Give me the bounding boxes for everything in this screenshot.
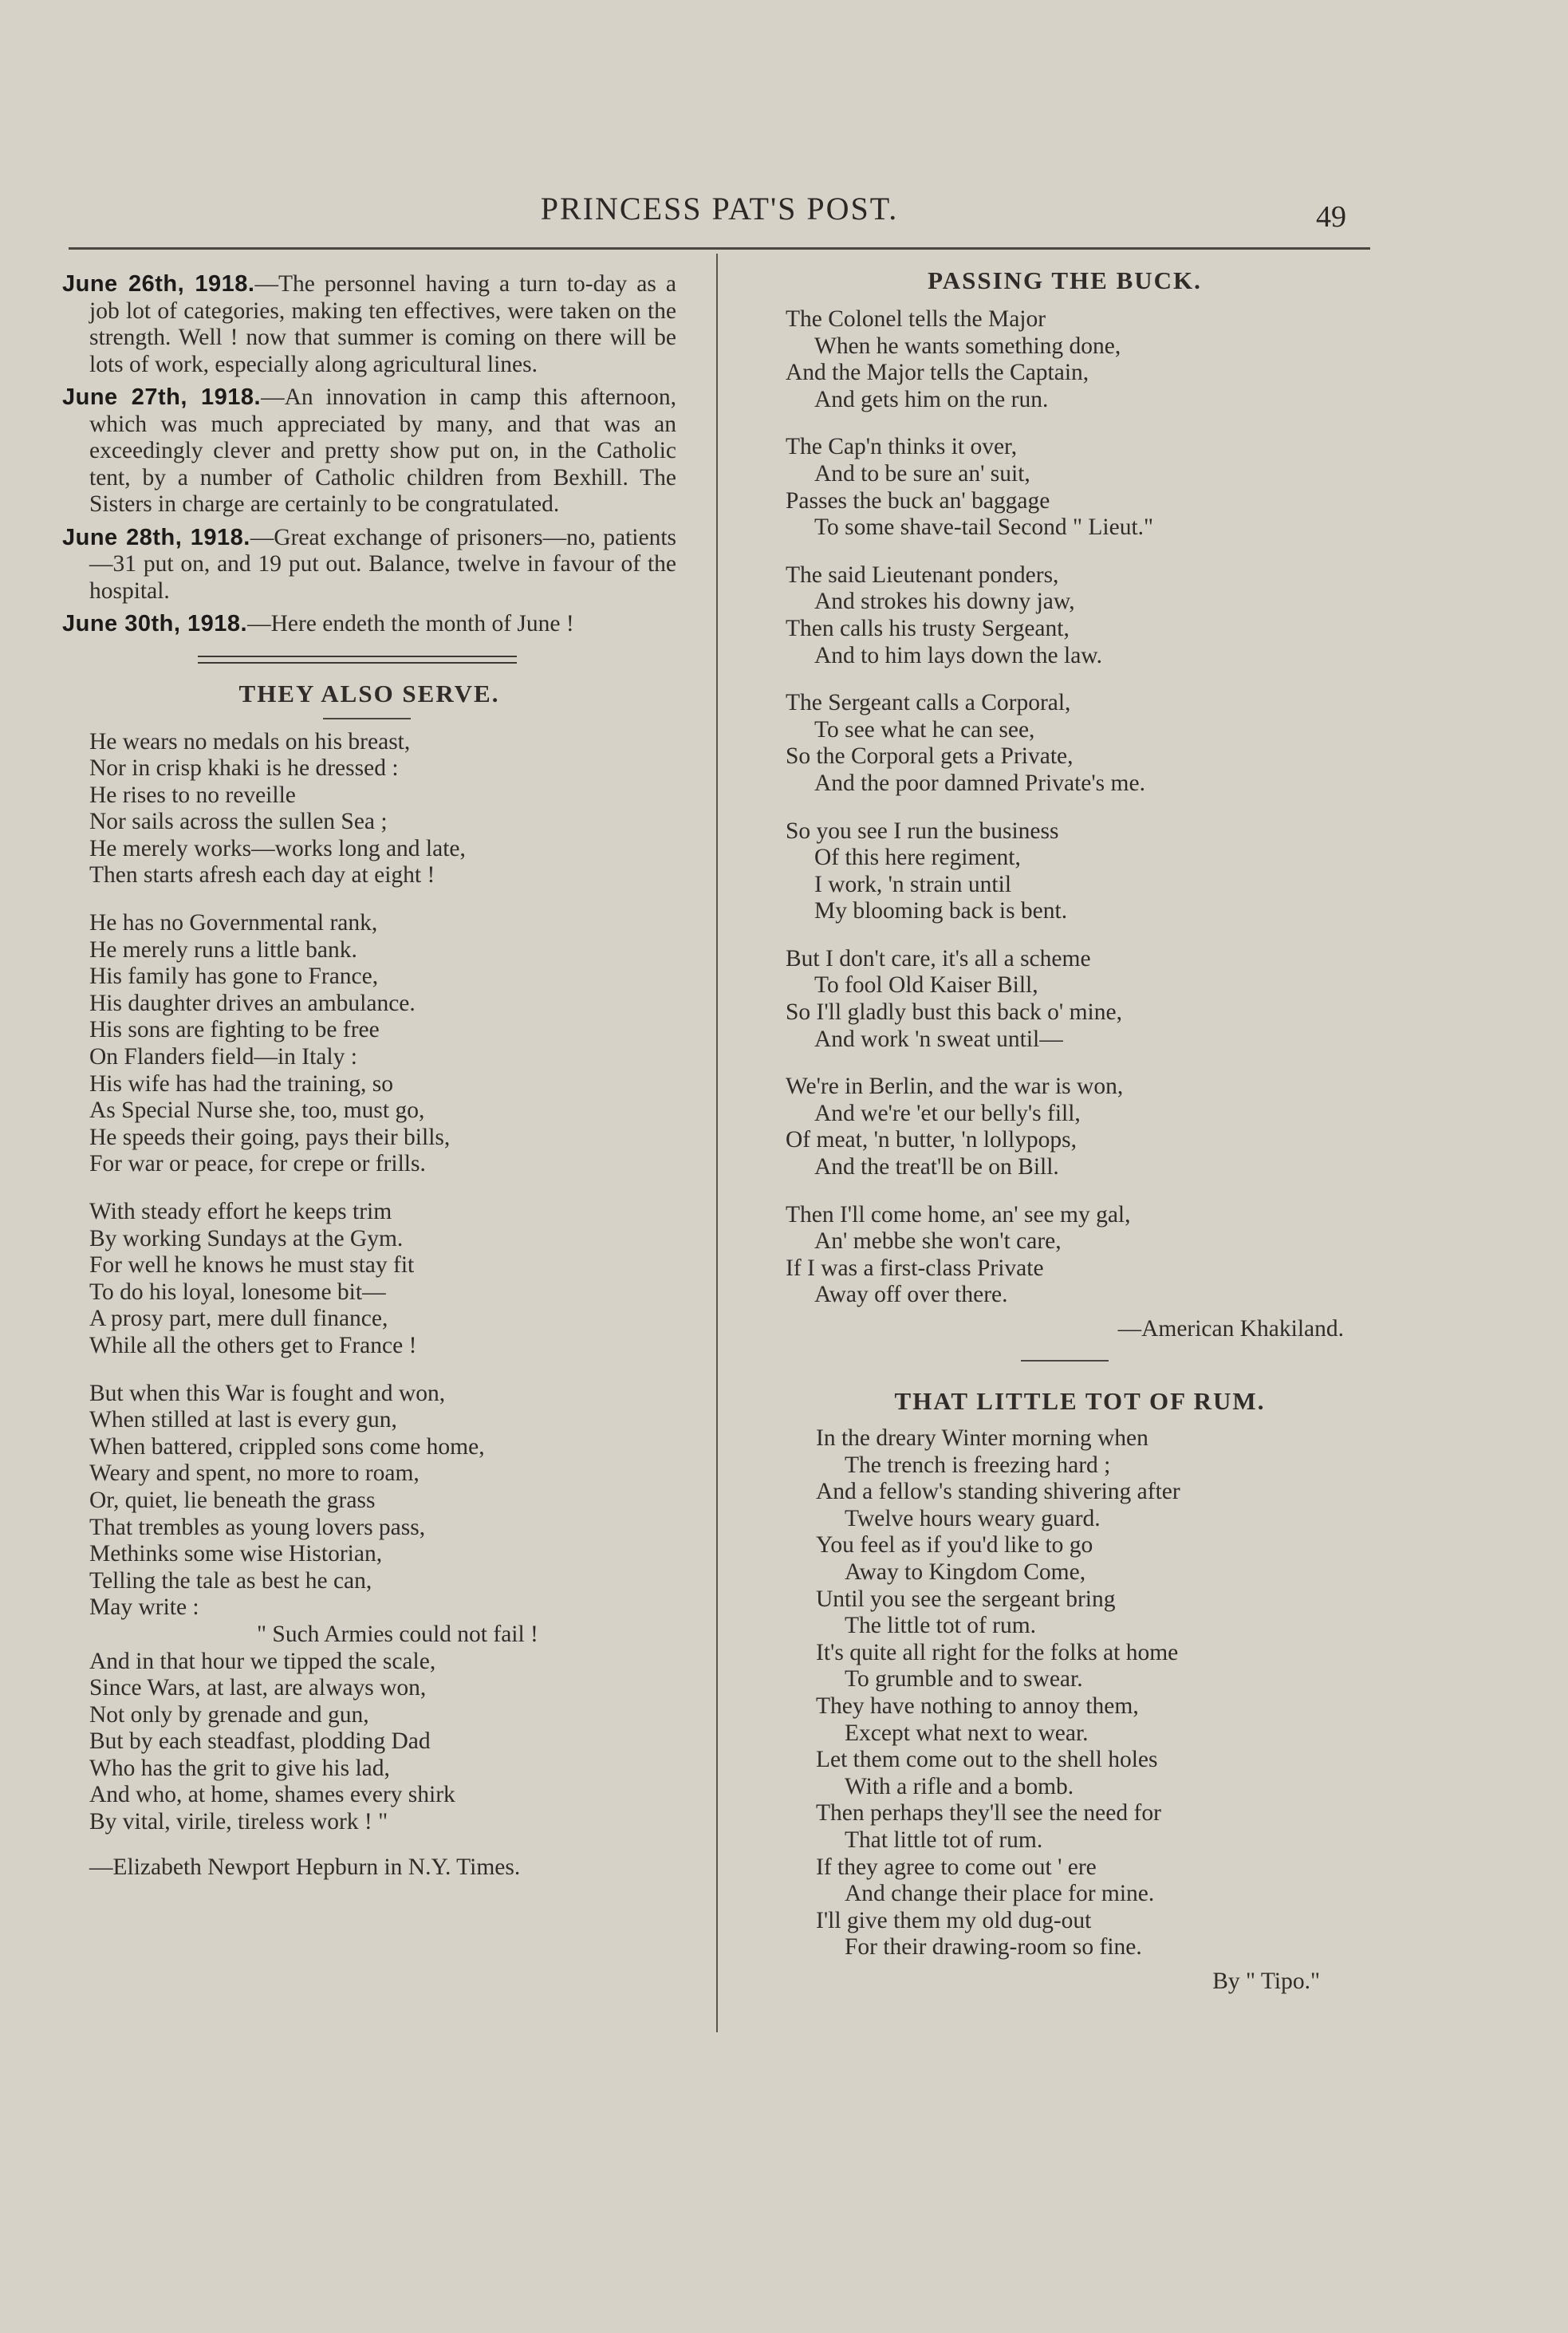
stanza	[786, 562, 1344, 669]
poem-line: By vital, virile, tireless work ! "	[89, 1809, 388, 1835]
entry-text: —Here endeth the month of June !	[247, 611, 574, 636]
poem-line-quote-open: " Such Armies could not fail !	[257, 1621, 538, 1647]
header-rule	[69, 247, 1370, 250]
poem-line: Weary and spent, no more to roam,	[89, 1460, 420, 1487]
poem-line: Let them come out to the shell holes	[816, 1747, 1158, 1773]
section-divider	[198, 656, 517, 664]
poem-line: His sons are fighting to be free	[89, 1017, 380, 1043]
poem-line: With steady effort he keeps trim	[89, 1199, 392, 1224]
stanza	[62, 1199, 676, 1360]
poem-line: His daughter drives an ambulance.	[89, 990, 416, 1016]
entry-text: —Great exchange of prisoners—no, patients—31 put on, and 19 put out. Balance, twelve in favour of the hospital.	[89, 524, 676, 604]
poem-line: The trench is freezing hard ;	[845, 1452, 1111, 1478]
poem-line: It's quite all right for the folks at home	[816, 1639, 1179, 1665]
poem-line: And the Major tells the Captain,	[786, 360, 1089, 386]
poem-line: He has no Governmental rank,	[89, 910, 378, 936]
poem-line: To fool Old Kaiser Bill,	[814, 972, 1038, 999]
poem-line: And a fellow's standing shivering after	[816, 1479, 1180, 1505]
poem-line: Who has the grit to give his lad,	[89, 1755, 390, 1781]
right-column	[786, 266, 1344, 1995]
poem-line: And the treat'll be on Bill.	[814, 1154, 1059, 1180]
poem-line: He wears no medals on his breast,	[89, 728, 411, 755]
camp-diary	[62, 271, 676, 638]
poem-passing-the-buck	[786, 266, 1344, 1342]
poem-line: My blooming back is bent.	[814, 898, 1068, 924]
stanza	[786, 1074, 1344, 1180]
entry-text: —The personnel having a turn to-day as a job lot of categories, making ten effectives, were taken on the strength. Well ! now that summer is coming on there will be lots of work, especially along agricultural lines.	[89, 271, 676, 377]
diary-entry	[62, 384, 676, 518]
poem-title: THEY ALSO SERVE.	[238, 679, 500, 707]
poem-that-little-tot-of-rum	[786, 1387, 1344, 1995]
stanza	[786, 690, 1344, 797]
poem-line: The Sergeant calls a Corporal,	[786, 690, 1071, 716]
stanza	[786, 818, 1344, 925]
poem-line: He rises to no reveille	[89, 782, 296, 808]
poem-line: And gets him on the run.	[814, 386, 1049, 412]
page-number: 49	[1316, 200, 1346, 234]
poem-line: With a rifle and a bomb.	[845, 1773, 1074, 1799]
page-header	[69, 190, 1370, 246]
diary-entry	[62, 611, 676, 638]
stanza	[62, 1381, 676, 1836]
stanza	[786, 434, 1344, 541]
poem-line: And to him lays down the law.	[814, 642, 1103, 668]
entry-text: —An innovation in camp this afternoon, which was much appreciated by many, and that was an exceedingly clever and pretty show put on, in the Catholic tent, by a number of Catholic children from Bexhill. The Sisters in charge are certainly to be congratulated.	[89, 384, 677, 517]
stanza	[786, 1202, 1344, 1309]
poem-line: They have nothing to annoy them,	[816, 1693, 1139, 1719]
poem-line: An' mebbe she won't care,	[814, 1228, 1062, 1255]
poem-line: His family has gone to France,	[89, 964, 379, 990]
poem-line: Passes the buck an' baggage	[786, 487, 1050, 514]
poem-line: May write :	[89, 1594, 199, 1621]
poem-line: And the poor damned Private's me.	[814, 770, 1145, 796]
poem-line: Twelve hours weary guard.	[845, 1505, 1101, 1531]
poem-line: And we're 'et our belly's fill,	[814, 1100, 1081, 1126]
poem-line: But by each steadfast, plodding Dad	[89, 1728, 431, 1755]
entry-date: June 28th, 1918.	[62, 524, 250, 550]
poem-line: But when this War is fought and won,	[89, 1380, 446, 1406]
running-title: PRINCESS PAT'S POST.	[540, 191, 899, 227]
poem-line: We're in Berlin, and the war is won,	[786, 1074, 1124, 1100]
poem-line: And to be sure an' suit,	[814, 460, 1030, 487]
poem-line: The Cap'n thinks it over,	[786, 434, 1018, 460]
stanza	[786, 306, 1344, 413]
poem-line: To some shave-tail Second " Lieut."	[814, 514, 1154, 541]
poem-line: Telling the tale as best he can,	[89, 1567, 372, 1594]
left-column	[62, 271, 676, 1881]
poem-line: Then perhaps they'll see the need for	[816, 1800, 1161, 1827]
poem-line: Then starts afresh each day at eight !	[89, 862, 435, 889]
poem-line: For war or peace, for crepe or frills.	[89, 1151, 426, 1177]
poem-line: And who, at home, shames every shirk	[89, 1782, 455, 1808]
poem-attribution: By " Tipo."	[1212, 1968, 1320, 1994]
poem-they-also-serve	[62, 680, 676, 1881]
poem-line: When stilled at last is every gun,	[89, 1407, 397, 1433]
poem-line: Since Wars, at last, are always won,	[89, 1675, 427, 1701]
poem-line: When he wants something done,	[814, 333, 1121, 359]
poem-line: Then I'll come home, an' see my gal,	[786, 1201, 1131, 1228]
poem-line: Away to Kingdom Come,	[845, 1559, 1086, 1585]
poem-line: Nor sails across the sullen Sea ;	[89, 809, 388, 835]
poem-line: A prosy part, mere dull finance,	[89, 1306, 388, 1332]
column-divider	[716, 254, 718, 2032]
stanza	[786, 946, 1344, 1053]
poem-line: Until you see the sergeant bring	[816, 1586, 1116, 1612]
poem-line: That little tot of rum.	[845, 1827, 1043, 1853]
poem-line: For their drawing-room so fine.	[845, 1934, 1142, 1961]
poem-line: Away off over there.	[814, 1282, 1008, 1308]
poem-line: While all the others get to France !	[89, 1332, 417, 1358]
poem-line: When battered, crippled sons come home,	[89, 1433, 485, 1460]
title-rule	[323, 718, 411, 719]
stanza	[816, 1425, 1344, 1961]
poem-line: So the Corporal gets a Private,	[786, 743, 1074, 770]
poem-line: To grumble and to swear.	[845, 1666, 1083, 1693]
poem-attribution: —Elizabeth Newport Hepburn in N.Y. Times.	[89, 1854, 521, 1880]
poem-line: I work, 'n strain until	[814, 871, 1012, 897]
poem-line: The Colonel tells the Major	[786, 306, 1046, 332]
entry-date: June 26th, 1918.	[62, 271, 255, 297]
poem-line: Nor in crisp khaki is he dressed :	[89, 755, 399, 782]
poem-line: If I was a first-class Private	[786, 1255, 1044, 1281]
poem-attribution: —American Khakiland.	[1117, 1316, 1344, 1342]
entry-date: June 30th, 1918.	[62, 611, 248, 636]
section-divider	[1021, 1360, 1109, 1362]
poem-line: And work 'n sweat until—	[814, 1026, 1063, 1052]
poem-line: Of meat, 'n butter, 'n lollypops,	[786, 1127, 1078, 1153]
stanza	[62, 729, 676, 890]
poem-line: But I don't care, it's all a scheme	[786, 945, 1091, 971]
poem-line: To do his loyal, lonesome bit—	[89, 1279, 386, 1305]
poem-line: Not only by grenade and gun,	[89, 1701, 369, 1728]
diary-entry	[62, 525, 676, 605]
poem-line: His wife has had the training, so	[89, 1070, 393, 1097]
entry-date: June 27th, 1918.	[62, 384, 262, 410]
poem-line: Methinks some wise Historian,	[89, 1541, 383, 1567]
poem-title: PASSING THE BUCK.	[928, 266, 1202, 294]
poem-line: By working Sundays at the Gym.	[89, 1225, 404, 1251]
poem-line: On Flanders field—in Italy :	[89, 1044, 357, 1070]
poem-line: If they agree to come out ' ere	[816, 1854, 1097, 1880]
poem-line: He speeds their going, pays their bills,	[89, 1124, 451, 1150]
poem-line: The said Lieutenant ponders,	[786, 562, 1059, 588]
poem-line: Of this here regiment,	[814, 845, 1021, 871]
stanza	[62, 910, 676, 1178]
poem-title: THAT LITTLE TOT OF RUM.	[894, 1387, 1266, 1415]
diary-entry	[62, 271, 676, 378]
poem-line: So I'll gladly bust this back o' mine,	[786, 999, 1122, 1026]
poem-line: The little tot of rum.	[845, 1613, 1037, 1639]
poem-line: That trembles as young lovers pass,	[89, 1514, 426, 1540]
poem-line: As Special Nurse she, too, must go,	[89, 1098, 425, 1124]
poem-line: For well he knows he must stay fit	[89, 1252, 415, 1279]
poem-line: He merely runs a little bank.	[89, 936, 357, 963]
poem-line: And change their place for mine.	[845, 1881, 1155, 1907]
poem-line: Or, quiet, lie beneath the grass	[89, 1487, 376, 1513]
poem-line: So you see I run the business	[786, 818, 1059, 844]
poem-line: Then calls his trusty Sergeant,	[786, 615, 1070, 641]
poem-line: You feel as if you'd like to go	[816, 1532, 1093, 1559]
poem-line: To see what he can see,	[814, 716, 1035, 743]
poem-line: He merely works—works long and late,	[89, 835, 466, 861]
poem-line: And in that hour we tipped the scale,	[89, 1648, 436, 1674]
poem-line: And strokes his downy jaw,	[814, 589, 1075, 615]
poem-line: Except what next to wear.	[845, 1720, 1089, 1746]
poem-line: I'll give them my old dug-out	[816, 1907, 1092, 1933]
poem-line: In the dreary Winter morning when	[816, 1425, 1148, 1451]
